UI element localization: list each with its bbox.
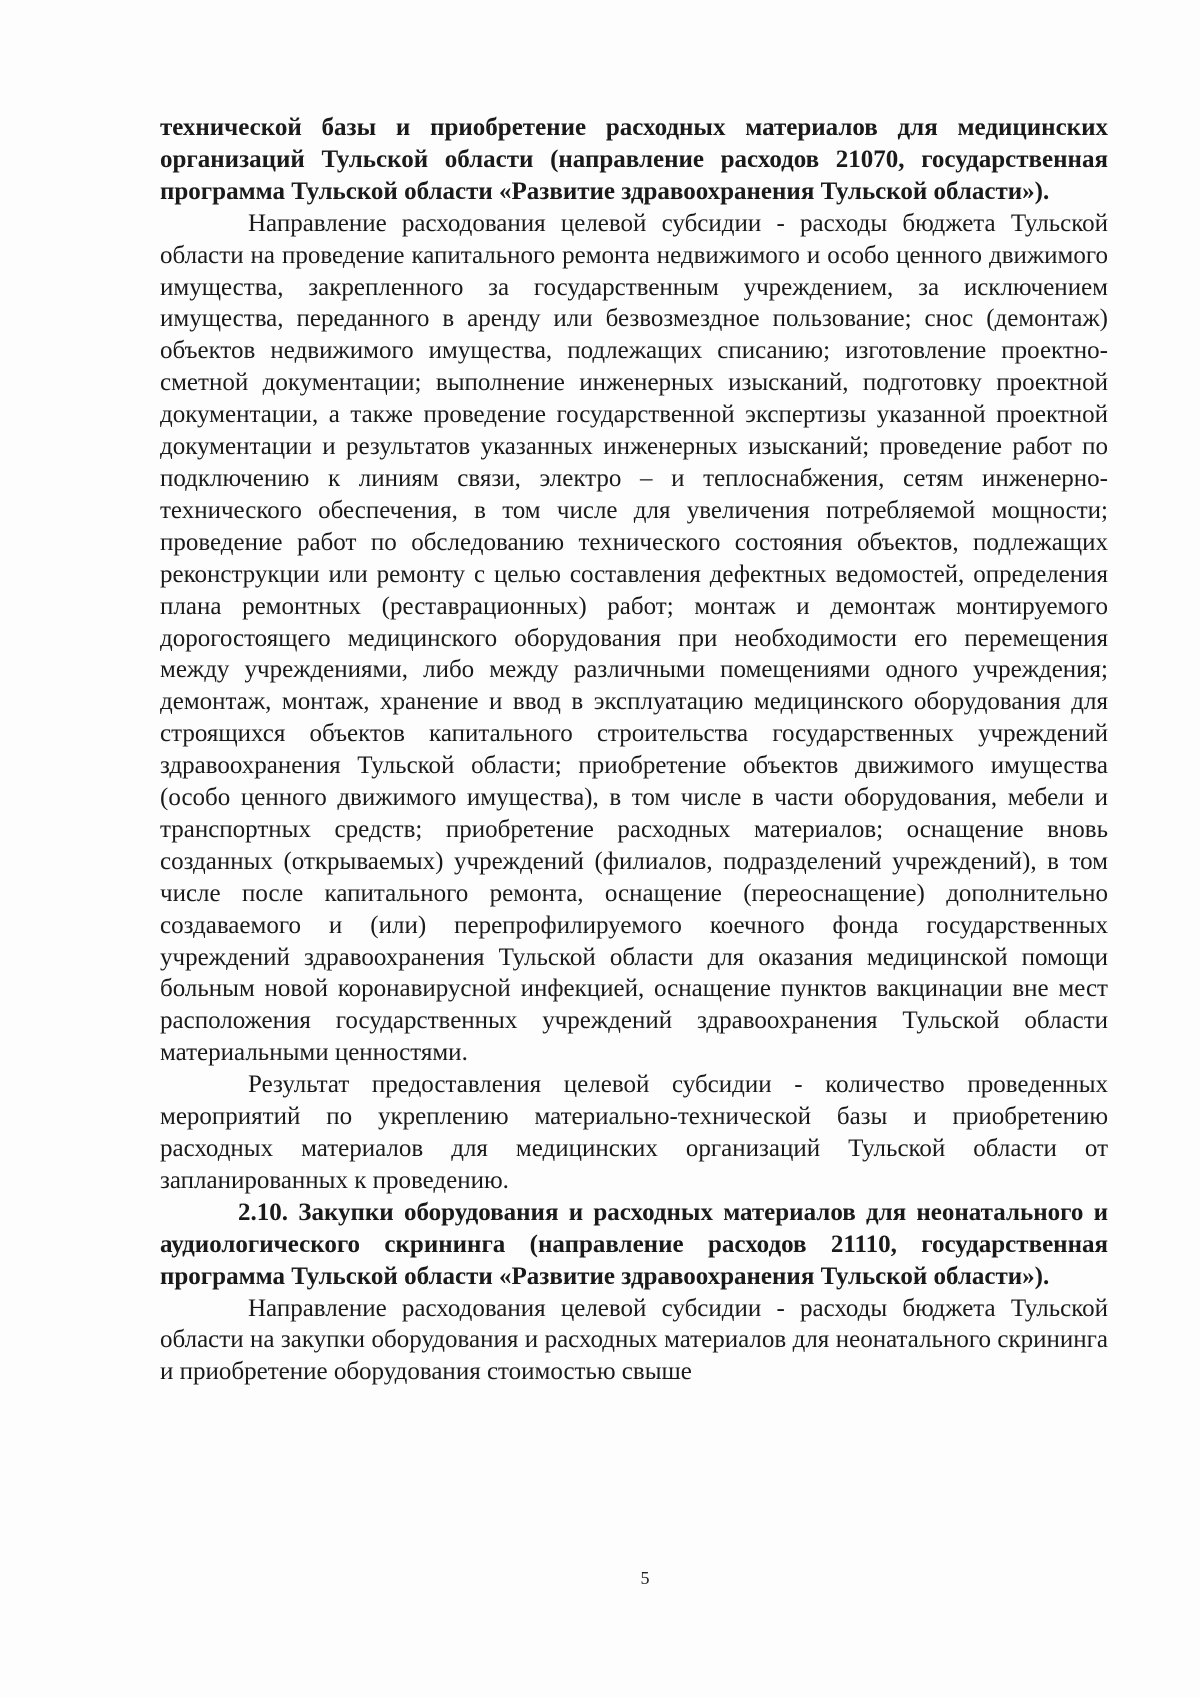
section-2-10-heading: 2.10. Закупки оборудования и расходных материалов для неонатального и аудиологического скрининга (направление расходов 21110, государственная программа Тульской области «Развитие здравоохранения Тульской области»). (160, 1198, 1108, 1290)
page-number: 5 (640, 1568, 650, 1588)
section-2-10-direction-paragraph: Направление расходования целевой субсидии - расходы бюджета Тульской области на закупки оборудования и расходных материалов для неонатального скрининга и приобретение оборудования стоимостью свыше (160, 1294, 1108, 1386)
section-continuation-heading: технической базы и приобретение расходных материалов для медицинских организаций Тульской области (направление расходов 21070, государственная программа Тульской области «Развитие здравоохранения Тульской области»). (160, 114, 1108, 205)
document-body (160, 112, 1108, 1388)
subsidy-result-paragraph: Результат предоставления целевой субсидии - количество проведенных мероприятий по укреплению материально-технической базы и приобретению расходных материалов для медицинских организаций Тульской области от запланированных к проведению. (160, 1071, 1108, 1194)
subsidy-direction-paragraph: Направление расходования целевой субсидии - расходы бюджета Тульской области на проведение капитального ремонта недвижимого и особо ценного движимого имущества, закрепленного за государственным учреждением, за исключением имущества, переданного в аренду или безвозмездное пользование; снос (демонтаж) объектов недвижимого имущества, подлежащих списанию; изготовление проектно-сметной документации; выполнение инженерных изысканий, подготовку проектной документации, а также проведение государственной экспертизы указанной проектной документации и результатов указанных инженерных изысканий; проведение работ по подключению к линиям связи, электро – и теплоснабжения, сетям инженерно-технического обеспечения, в том числе для увеличения потребляемой мощности; проведение работ по обследованию технического состояния объектов, подлежащих реконструкции или ремонту с целью составления дефектных ведомостей, определения плана ремонтных (реставрационных) работ; монтаж и демонтаж монтируемого дорогостоящего медицинского оборудования при необходимости его перемещения между учреждениями, либо между различными помещениями одного учреждения; демонтаж, монтаж, хранение и ввод в эксплуатацию медицинского оборудования для строящихся объектов капитального строительства государственных учреждений здравоохранения Тульской области; приобретение объектов движимого имущества (особо ценного движимого имущества), в том числе в части оборудования, мебели и транспортных средств; приобретение расходных материалов; оснащение вновь созданных (открываемых) учреждений (филиалов, подразделений учреждений), в том числе после капитального ремонта, оснащение (переоснащение) дополнительно создаваемого и (или) перепрофилируемого коечного фонда государственных учреждений здравоохранения Тульской области для оказания медицинской помощи больным новой коронавирусной инфекцией, оснащение пунктов вакцинации вне мест расположения государственных учреждений здравоохранения Тульской области материальными ценностями. (160, 209, 1108, 1067)
